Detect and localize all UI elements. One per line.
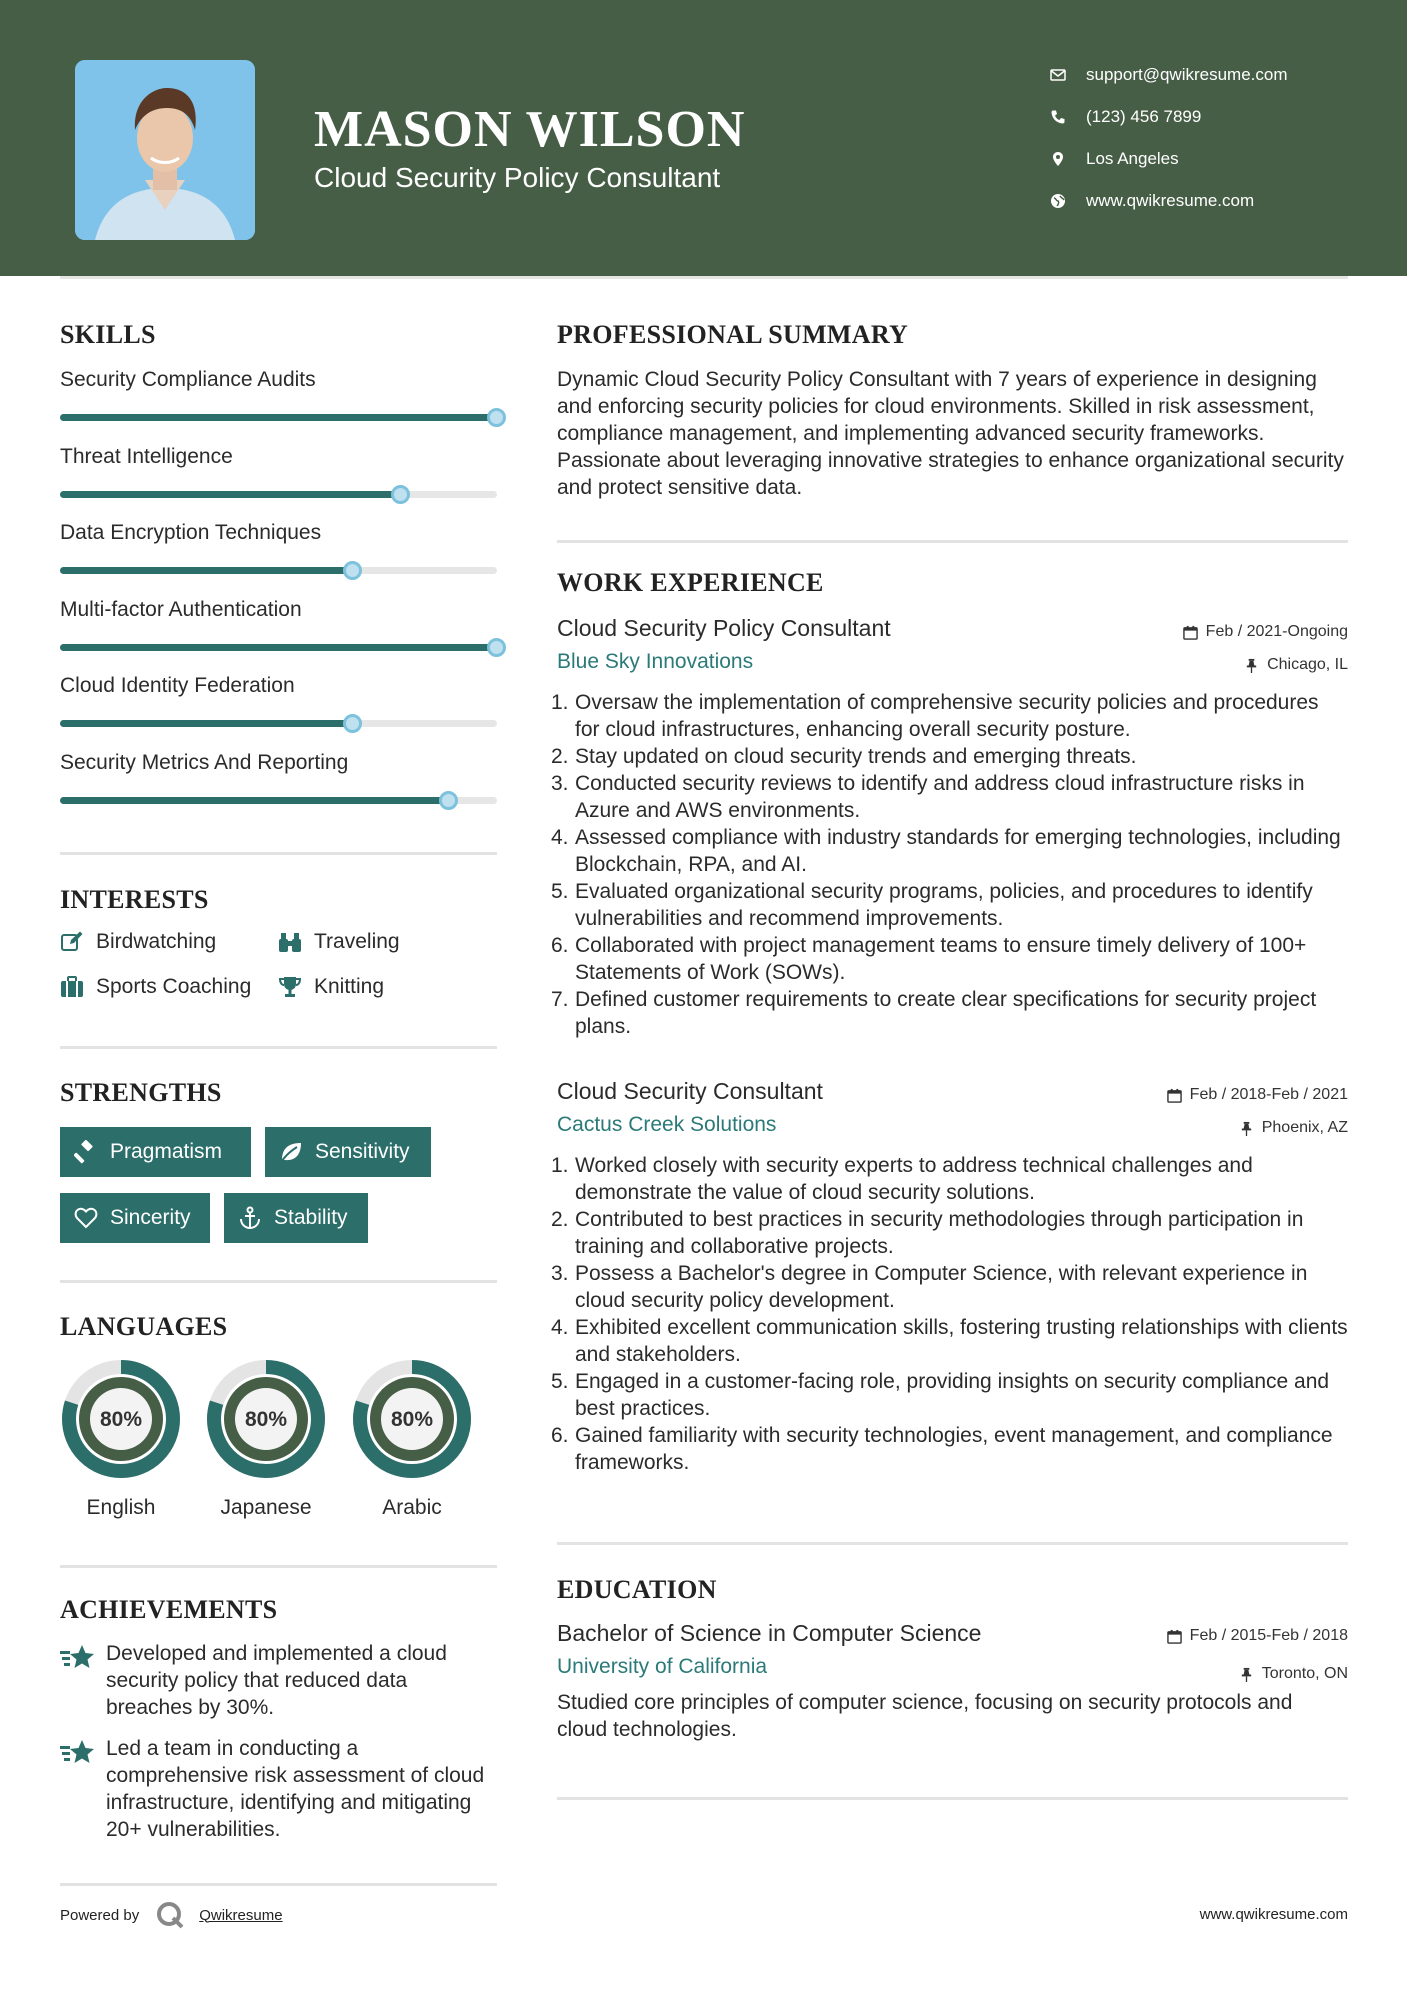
achievement-text: Led a team in conducting a comprehensive risk assessment of cloud infrastructure, identifying and mitigating 20+ vulnerabilities.: [106, 1737, 485, 1841]
language-name: English: [86, 1496, 156, 1519]
language-name: Japanese: [220, 1496, 312, 1519]
interest-item: [60, 975, 251, 999]
skill-name: Cloud Identity Federation: [60, 674, 295, 697]
job-bullet: [551, 689, 1348, 743]
bullet-number: 6.: [551, 1424, 569, 1447]
degree-title: Bachelor of Science in Computer Science: [557, 1620, 982, 1646]
map-pin-icon: [1050, 151, 1086, 167]
language-name: Arabic: [382, 1496, 442, 1519]
interest-label: Sports Coaching: [96, 975, 252, 998]
candidate-name: MASON WILSON: [314, 101, 746, 158]
star-achievement-icon: [60, 1643, 94, 1673]
heart-icon: [74, 1206, 98, 1230]
skill-bar-knob: [439, 791, 458, 810]
contact-location-text: Los Angeles: [1086, 149, 1179, 168]
skill-name: Data Encryption Techniques: [60, 521, 322, 544]
summary-heading: PROFESSIONAL SUMMARY: [557, 320, 909, 349]
job-bullet: [551, 770, 1348, 824]
bullet-text: Collaborated with project management teams to ensure timely delivery of 100+ Statements of Work (SOWs).: [575, 934, 1307, 984]
bullet-number: 6.: [551, 934, 569, 957]
section-divider: [557, 1797, 1348, 1800]
section-divider: [60, 1046, 497, 1049]
company-name: Blue Sky Innovations: [557, 650, 754, 673]
strength-badge: [224, 1193, 368, 1243]
footer-brand: [60, 1900, 283, 1930]
interest-label: Birdwatching: [96, 930, 217, 953]
language-gauge: [205, 1358, 327, 1480]
header-divider: [60, 276, 1348, 279]
achievement-item: [60, 1735, 497, 1843]
education-description: Studied core principles of computer science, focusing on security protocols and cloud technologies.: [557, 1691, 1293, 1741]
strength-label: Pragmatism: [110, 1140, 223, 1163]
bullet-text: Evaluated organizational security programs, policies, and procedures to identify vulnerabilities and recommend improvements.: [575, 880, 1313, 930]
strengths-heading: STRENGTHS: [60, 1078, 222, 1107]
bullet-text: Engaged in a customer-facing role, providing insights on security compliance and best practices.: [575, 1370, 1330, 1420]
bullet-number: 3.: [551, 1262, 569, 1285]
job-location: [1239, 1119, 1348, 1137]
qwikresume-link[interactable]: Qwikresume: [199, 1906, 283, 1924]
bullet-number: 1.: [551, 691, 569, 714]
job-bullet: [551, 743, 1348, 770]
job-location-text: Phoenix, AZ: [1261, 1119, 1348, 1136]
job-bullet: [551, 1422, 1348, 1476]
footer-website[interactable]: www.qwikresume.com: [1199, 1906, 1348, 1923]
contact-email[interactable]: [1050, 54, 1370, 96]
bullet-text: Gained familiarity with security technologies, event management, and compliance frameworks.: [575, 1424, 1333, 1474]
powered-by-text: Powered by: [60, 1906, 140, 1924]
bullet-text: Conducted security reviews to identify and address cloud infrastructure risks in Azure and AWS environments.: [575, 772, 1305, 822]
bullet-number: 2.: [551, 745, 569, 768]
job-dates: [1183, 623, 1348, 641]
language-percent: 80%: [390, 1408, 434, 1431]
bullet-text: Oversaw the implementation of comprehensive security policies and procedures for cloud infrastructures, enhancing overall security posture.: [575, 691, 1319, 741]
contact-phone-text: (123) 456 7899: [1086, 107, 1202, 126]
achievement-text: Developed and implemented a cloud security policy that reduced data breaches by 30%.: [106, 1642, 447, 1719]
education-entry: [557, 1620, 1348, 1743]
pushpin-icon: [1239, 1121, 1254, 1136]
job-title: Cloud Security Consultant: [557, 1078, 823, 1104]
globe-icon: [1050, 193, 1086, 209]
interest-item: [278, 975, 384, 999]
anchor-icon: [238, 1206, 262, 1230]
strength-label: Sincerity: [110, 1206, 191, 1229]
job-bullet: [551, 1152, 1348, 1206]
education-location-text: Toronto, ON: [1261, 1665, 1348, 1682]
interests-heading: INTERESTS: [60, 885, 209, 914]
person-photo-icon: [75, 60, 255, 240]
job-dates-text: Feb / 2021-Ongoing: [1205, 623, 1348, 640]
profile-photo: [75, 60, 255, 240]
interest-item: [60, 930, 216, 954]
job-dates: [1167, 1086, 1348, 1104]
job-entry: [551, 1078, 1348, 1476]
language-gauge: [60, 1358, 182, 1480]
contact-phone[interactable]: [1050, 96, 1370, 138]
achievement-item: [60, 1640, 497, 1721]
header-banner: [0, 0, 1407, 276]
contact-list: [1050, 54, 1370, 222]
job-title: Cloud Security Policy Consultant: [557, 615, 891, 641]
interest-label: Knitting: [314, 975, 385, 998]
calendar-icon: [1183, 625, 1198, 640]
trophy-icon: [278, 975, 302, 999]
skill-item: [60, 473, 497, 550]
calendar-icon: [1167, 1629, 1182, 1644]
skill-name: Security Compliance Audits: [60, 368, 316, 391]
skill-item: [60, 550, 497, 627]
language-item: [351, 1358, 473, 1520]
bullet-text: Possess a Bachelor's degree in Computer Science, with relevant experience in cloud security policy development.: [575, 1262, 1308, 1312]
interest-item: [278, 930, 400, 954]
bullet-text: Exhibited excellent communication skills, fostering trusting relationships with clients and stakeholders.: [575, 1316, 1348, 1366]
language-percent: 80%: [244, 1408, 288, 1431]
section-divider: [557, 1542, 1348, 1545]
language-item: [60, 1358, 182, 1520]
job-bullet: [551, 1314, 1348, 1368]
contact-website-text: www.qwikresume.com: [1086, 191, 1255, 210]
edit-icon: [60, 930, 84, 954]
job-location: [1244, 656, 1348, 674]
job-bullet: [551, 986, 1348, 1040]
language-gauge: [351, 1358, 473, 1480]
pushpin-icon: [1239, 1667, 1254, 1682]
skill-item: [60, 397, 497, 474]
bullet-number: 5.: [551, 880, 569, 903]
job-bullet: [551, 1260, 1348, 1314]
education-heading: EDUCATION: [557, 1575, 717, 1604]
calendar-icon: [1167, 1088, 1182, 1103]
interest-label: Traveling: [314, 930, 400, 953]
binoculars-icon: [278, 930, 302, 954]
job-bullets: [551, 689, 1348, 1040]
education-dates-text: Feb / 2015-Feb / 2018: [1189, 1627, 1348, 1644]
experience-heading: WORK EXPERIENCE: [557, 568, 824, 597]
skill-bar: [60, 797, 497, 804]
bullet-text: Defined customer requirements to create clear specifications for security project plans.: [575, 988, 1317, 1038]
bullet-text: Contributed to best practices in security methodologies through participation in training and collaborative projects.: [575, 1208, 1304, 1258]
job-bullets: [551, 1152, 1348, 1476]
job-entry: [551, 615, 1348, 1040]
bullet-number: 4.: [551, 1316, 569, 1339]
summary-text: Dynamic Cloud Security Policy Consultant with 7 years of experience in designing and enforcing security policies for cloud environments. Skilled in risk assessment, compliance management, and implementing advanced security frameworks. Passionate about leveraging innovative strategies to enhance organizational security and protect sensitive data.: [557, 368, 1344, 499]
section-divider: [557, 540, 1348, 543]
job-bullet: [551, 1368, 1348, 1422]
job-bullet: [551, 878, 1348, 932]
bullet-text: Assessed compliance with industry standards for emerging technologies, including Blockchain, RPA, and AI.: [575, 826, 1341, 876]
contact-email-text: support@qwikresume.com: [1086, 65, 1288, 84]
achievements-heading: ACHIEVEMENTS: [60, 1595, 278, 1624]
bullet-number: 5.: [551, 1370, 569, 1393]
bullet-number: 7.: [551, 988, 569, 1011]
gavel-icon: [74, 1140, 98, 1164]
skill-item: [60, 626, 497, 703]
section-divider: [60, 1280, 497, 1283]
job-bullet: [551, 932, 1348, 986]
skill-name: Multi-factor Authentication: [60, 597, 302, 621]
phone-icon: [1050, 109, 1086, 125]
skills-heading: SKILLS: [60, 320, 156, 349]
skill-bar-fill: [60, 797, 449, 804]
briefcase-icon: [60, 975, 84, 999]
job-bullet: [551, 824, 1348, 878]
strength-badge: [60, 1127, 251, 1177]
job-dates-text: Feb / 2018-Feb / 2021: [1189, 1086, 1348, 1103]
skill-item: [60, 703, 497, 780]
strength-label: Sensitivity: [315, 1140, 410, 1163]
education-location: [1239, 1665, 1348, 1683]
bullet-text: Worked closely with security experts to address technical challenges and demonstrate the value of cloud security solutions.: [575, 1154, 1253, 1204]
bullet-text: Stay updated on cloud security trends and emerging threats.: [575, 745, 1137, 768]
candidate-title: Cloud Security Policy Consultant: [314, 162, 721, 193]
skill-name: Security Metrics And Reporting: [60, 750, 349, 774]
qwikresume-logo-icon: [155, 1900, 185, 1930]
education-dates: [1167, 1627, 1348, 1645]
bullet-number: 3.: [551, 772, 569, 795]
school-name: University of California: [557, 1655, 768, 1678]
strength-badge: [60, 1193, 210, 1243]
star-achievement-icon: [60, 1738, 94, 1768]
job-location-text: Chicago, IL: [1267, 656, 1348, 673]
contact-website[interactable]: [1050, 180, 1370, 222]
pushpin-icon: [1244, 658, 1259, 673]
leaf-icon: [279, 1140, 303, 1164]
section-divider: [60, 1565, 497, 1568]
section-divider: [60, 852, 497, 855]
section-divider: [60, 1883, 497, 1886]
strength-label: Stability: [274, 1206, 348, 1229]
skill-item: [60, 320, 497, 397]
bullet-number: 4.: [551, 826, 569, 849]
company-name: Cactus Creek Solutions: [557, 1113, 777, 1136]
envelope-icon: [1050, 67, 1086, 83]
strength-badge: [265, 1127, 431, 1177]
bullet-number: 2.: [551, 1208, 569, 1231]
skill-name: Threat Intelligence: [60, 444, 233, 468]
language-percent: 80%: [99, 1408, 143, 1431]
language-item: [205, 1358, 327, 1520]
contact-location: [1050, 138, 1370, 180]
bullet-number: 1.: [551, 1154, 569, 1177]
job-bullet: [551, 1206, 1348, 1260]
languages-heading: LANGUAGES: [60, 1312, 228, 1341]
